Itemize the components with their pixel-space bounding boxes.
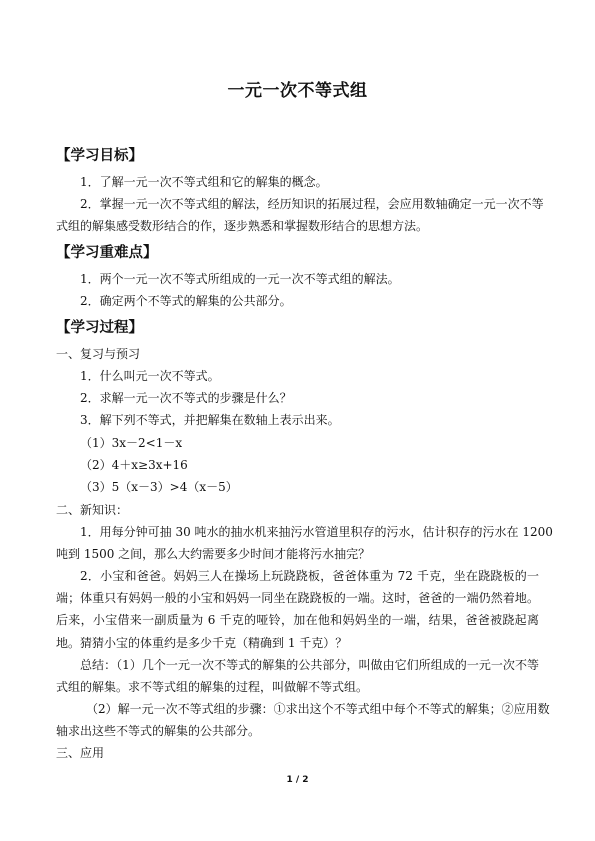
review-title: 一、复习与预习 (56, 347, 141, 361)
problem-2-line: 端；体重只有妈妈一般的小宝和妈妈一同坐在跷跷板的一端。这时，爸爸的一端仍然着地。 (56, 591, 539, 605)
problem-2-line: 后来，小宝借来一副质量为 6 千克的哑铃，加在他和妈妈坐的一端，结果，爸爸被跷起离 (56, 613, 539, 627)
review-item: 2．求解一元一次不等式的步骤是什么？ (80, 391, 292, 405)
problem-1-line: 吨到 1500 之间，那么大约需要多少时间才能将污水抽完？ (56, 547, 371, 561)
problem-2-line: 地。猜猜小宝的体重约是多少千克（精确到 1 千克）？ (56, 636, 348, 650)
section-heading-key-points: 【学习重难点】 (56, 244, 158, 261)
new-knowledge-title: 二、新知识： (56, 503, 129, 517)
goal-item: 1．了解一元一次不等式组和它的解集的概念。 (80, 175, 328, 189)
problem-2-line: 2．小宝和爸爸。妈妈三人在操场上玩跷跷板，爸爸体重为 72 千克，坐在跷跷板的一 (80, 569, 539, 583)
summary-1-line: 式组的解集。求不等式组的解集的过程，叫做解不等式组。 (56, 680, 369, 694)
problem-1-line: 1．用每分钟可抽 30 吨水的抽水机来抽污水管道里积存的污水，估计积存的污水在 1200 (80, 525, 553, 539)
page-title: 一元一次不等式组 (227, 81, 368, 101)
goal-item-continuation: 式组的解集感受数形结合的作，逐步熟悉和掌握数形结合的思想方法。 (56, 219, 429, 233)
summary-1-line: 总结：（1）几个一元一次不等式的解集的公共部分，叫做由它们所组成的一元一次不等 (80, 658, 539, 672)
key-point-item: 2．确定两个不等式的解集的公共部分。 (80, 294, 292, 308)
page-number: 1 / 2 (286, 775, 309, 785)
goal-item: 2．掌握一元一次不等式组的解法，经历知识的拓展过程，会应用数轴确定一元一次不等 (80, 197, 544, 211)
review-item: 3．解下列不等式，并把解集在数轴上表示出来。 (80, 413, 340, 427)
summary-2-line: （2）解一元一次不等式组的步骤：①求出这个不等式组中每个不等式的解集；②应用数 (86, 702, 550, 716)
inequality-item: （1）3x－2<1－x (80, 436, 183, 450)
key-point-item: 1．两个一元一次不等式所组成的一元一次不等式组的解法。 (80, 272, 400, 286)
inequality-item: （3）5（x－3）>4（x－5） (80, 480, 238, 494)
inequality-item: （2）4＋x≥3x+16 (80, 458, 188, 472)
section-heading-goals: 【学习目标】 (56, 147, 143, 164)
section-heading-process: 【学习过程】 (56, 319, 143, 336)
application-title: 三、应用 (56, 746, 105, 760)
summary-2-line: 轴求出这些不等式的解集的公共部分。 (56, 724, 261, 738)
review-item: 1．什么叫元一次不等式。 (80, 369, 220, 383)
